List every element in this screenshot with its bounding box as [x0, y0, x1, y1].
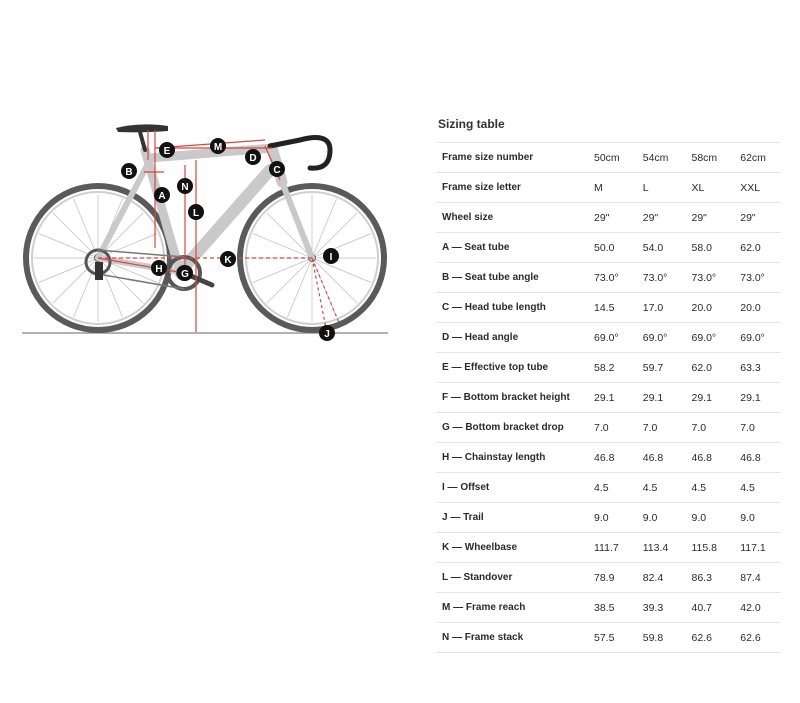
table-cell: 9.0 — [586, 503, 635, 533]
row-label: C — Head tube length — [436, 293, 586, 323]
table-cell: 29" — [684, 203, 733, 233]
table-cell: 29.1 — [732, 383, 781, 413]
marker-j — [319, 325, 335, 341]
marker-h — [151, 260, 167, 276]
svg-text:D: D — [249, 153, 257, 164]
table-row — [436, 143, 781, 173]
table-cell: 87.4 — [732, 563, 781, 593]
svg-text:G: G — [181, 269, 189, 280]
table-cell: L — [635, 173, 684, 203]
row-label: B — Seat tube angle — [436, 263, 586, 293]
table-cell: 113.4 — [635, 533, 684, 563]
row-label: H — Chainstay length — [436, 443, 586, 473]
table-row — [436, 233, 781, 263]
marker-g — [177, 265, 193, 281]
table-cell: 29.1 — [586, 383, 635, 413]
bike-geometry-diagram — [0, 0, 400, 360]
table-cell: 59.7 — [635, 353, 684, 383]
table-cell: 39.3 — [635, 593, 684, 623]
table-cell: 115.8 — [684, 533, 733, 563]
row-label: J — Trail — [436, 503, 586, 533]
table-row — [436, 563, 781, 593]
table-cell: 54.0 — [635, 233, 684, 263]
table-cell: 111.7 — [586, 533, 635, 563]
table-cell: 78.9 — [586, 563, 635, 593]
table-row — [436, 413, 781, 443]
spoke — [53, 258, 98, 303]
table-cell: 29" — [732, 203, 781, 233]
table-cell: 50cm — [586, 143, 635, 173]
sizing-table-title: Sizing table — [438, 117, 505, 131]
marker-n — [177, 178, 193, 194]
table-cell: 17.0 — [635, 293, 684, 323]
row-label: A — Seat tube — [436, 233, 586, 263]
row-label: L — Standover — [436, 563, 586, 593]
table-cell: XL — [684, 173, 733, 203]
table-cell: 4.5 — [684, 473, 733, 503]
svg-text:B: B — [125, 167, 133, 178]
table-row — [436, 503, 781, 533]
table-cell: 46.8 — [586, 443, 635, 473]
marker-k — [220, 251, 236, 267]
table-cell: 69.0° — [635, 323, 684, 353]
row-label: D — Head angle — [436, 323, 586, 353]
marker-i — [323, 248, 339, 264]
svg-text:H: H — [155, 264, 163, 275]
table-row — [436, 353, 781, 383]
sizing-table-section — [436, 115, 781, 653]
svg-text:N: N — [181, 182, 189, 193]
table-row — [436, 473, 781, 503]
bike-frame — [98, 132, 312, 272]
table-cell: 58.2 — [586, 353, 635, 383]
table-cell: 63.3 — [732, 353, 781, 383]
table-cell: 62cm — [732, 143, 781, 173]
row-label: Frame size letter — [436, 173, 586, 203]
table-cell: 40.7 — [684, 593, 733, 623]
table-cell: 73.0° — [732, 263, 781, 293]
svg-text:I: I — [329, 252, 333, 263]
marker-l — [188, 204, 204, 220]
table-cell: 4.5 — [732, 473, 781, 503]
table-cell: 29.1 — [684, 383, 733, 413]
table-cell: 69.0° — [684, 323, 733, 353]
table-cell: 7.0 — [635, 413, 684, 443]
table-cell: 20.0 — [684, 293, 733, 323]
marker-c — [269, 161, 285, 177]
table-cell: 14.5 — [586, 293, 635, 323]
svg-text:A: A — [158, 191, 166, 202]
table-row — [436, 293, 781, 323]
table-cell: 46.8 — [635, 443, 684, 473]
table-row — [436, 323, 781, 353]
table-cell: 46.8 — [732, 443, 781, 473]
table-cell: 20.0 — [732, 293, 781, 323]
table-cell: 29" — [586, 203, 635, 233]
table-cell: 69.0° — [586, 323, 635, 353]
table-cell: 9.0 — [635, 503, 684, 533]
table-cell: 86.3 — [684, 563, 733, 593]
table-cell: 62.0 — [684, 353, 733, 383]
saddle — [116, 124, 168, 132]
table-cell: 58.0 — [684, 233, 733, 263]
table-cell: M — [586, 173, 635, 203]
table-cell: 29.1 — [635, 383, 684, 413]
table-row — [436, 203, 781, 233]
table-row — [436, 623, 781, 653]
sizing-table — [436, 142, 781, 653]
row-label: N — Frame stack — [436, 623, 586, 653]
table-cell: 62.0 — [732, 233, 781, 263]
row-label: Wheel size — [436, 203, 586, 233]
svg-text:C: C — [273, 165, 281, 176]
svg-text:M: M — [213, 142, 223, 153]
row-label: G — Bottom bracket drop — [436, 413, 586, 443]
table-cell: 9.0 — [684, 503, 733, 533]
table-cell: 4.5 — [586, 473, 635, 503]
table-cell: 82.4 — [635, 563, 684, 593]
marker-d — [245, 149, 261, 165]
table-cell: 69.0° — [732, 323, 781, 353]
svg-text:J: J — [324, 329, 330, 340]
table-cell: 73.0° — [684, 263, 733, 293]
row-label: I — Offset — [436, 473, 586, 503]
table-cell: 7.0 — [684, 413, 733, 443]
row-label: F — Bottom bracket height — [436, 383, 586, 413]
marker-m — [210, 138, 226, 154]
table-cell: 58cm — [684, 143, 733, 173]
table-cell: XXL — [732, 173, 781, 203]
table-row — [436, 173, 781, 203]
table-cell: 7.0 — [732, 413, 781, 443]
svg-text:K: K — [224, 255, 232, 266]
table-cell: 57.5 — [586, 623, 635, 653]
svg-text:E: E — [163, 146, 171, 157]
table-cell: 42.0 — [732, 593, 781, 623]
table-cell: 4.5 — [635, 473, 684, 503]
row-label: Frame size number — [436, 143, 586, 173]
table-cell: 46.8 — [684, 443, 733, 473]
table-cell: 38.5 — [586, 593, 635, 623]
table-cell: 54cm — [635, 143, 684, 173]
svg-text:L: L — [192, 208, 200, 219]
table-cell: 62.6 — [732, 623, 781, 653]
marker-e — [159, 142, 175, 158]
table-row — [436, 383, 781, 413]
spoke — [267, 258, 312, 303]
table-cell: 59.8 — [635, 623, 684, 653]
table-cell: 73.0° — [586, 263, 635, 293]
table-cell: 9.0 — [732, 503, 781, 533]
marker-a — [154, 187, 170, 203]
table-row — [436, 443, 781, 473]
table-cell: 7.0 — [586, 413, 635, 443]
table-row — [436, 533, 781, 563]
row-label: M — Frame reach — [436, 593, 586, 623]
table-cell: 73.0° — [635, 263, 684, 293]
spoke — [312, 258, 357, 303]
marker-b — [121, 163, 137, 179]
table-cell: 29" — [635, 203, 684, 233]
table-row — [436, 593, 781, 623]
table-cell: 117.1 — [732, 533, 781, 563]
table-cell: 62.6 — [684, 623, 733, 653]
table-cell: 50.0 — [586, 233, 635, 263]
row-label: K — Wheelbase — [436, 533, 586, 563]
table-row — [436, 263, 781, 293]
row-label: E — Effective top tube — [436, 353, 586, 383]
